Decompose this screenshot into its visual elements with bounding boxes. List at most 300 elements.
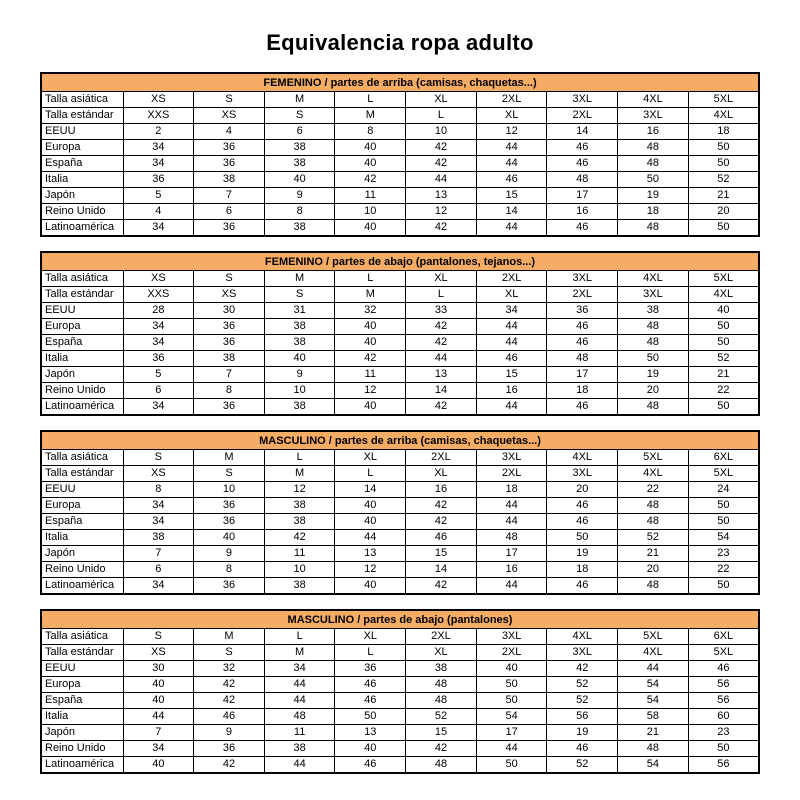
size-value-cell: 38 — [264, 741, 335, 757]
size-value-cell: 58 — [618, 709, 689, 725]
size-value-cell: 46 — [335, 757, 406, 774]
size-value-cell: 50 — [618, 351, 689, 367]
row-label-cell: Japón — [41, 188, 123, 204]
size-value-cell: 15 — [406, 546, 477, 562]
size-value-cell: 46 — [547, 335, 618, 351]
size-value-cell: 34 — [123, 156, 194, 172]
size-value-cell: 38 — [264, 335, 335, 351]
size-value-cell: 42 — [406, 140, 477, 156]
size-value-cell: L — [335, 466, 406, 482]
size-value-cell: 4XL — [688, 287, 759, 303]
size-value-cell: 8 — [335, 124, 406, 140]
table-row — [41, 629, 759, 645]
row-label-cell: Talla estándar — [41, 645, 123, 661]
size-value-cell: 3XL — [476, 629, 547, 645]
size-value-cell: 18 — [476, 482, 547, 498]
size-value-cell: 54 — [618, 677, 689, 693]
size-value-cell: 46 — [547, 140, 618, 156]
row-label-cell: Talla asiática — [41, 450, 123, 466]
size-value-cell: XS — [123, 271, 194, 287]
size-value-cell: S — [194, 271, 265, 287]
size-value-cell: 56 — [547, 709, 618, 725]
table-row — [41, 271, 759, 287]
size-value-cell: 34 — [264, 661, 335, 677]
size-value-cell: 2XL — [547, 108, 618, 124]
size-value-cell: 12 — [335, 383, 406, 399]
size-value-cell: 12 — [335, 562, 406, 578]
size-value-cell: 54 — [688, 530, 759, 546]
size-value-cell: 34 — [123, 140, 194, 156]
size-value-cell: M — [335, 108, 406, 124]
size-value-cell: 38 — [264, 399, 335, 416]
size-value-cell: 5XL — [688, 92, 759, 108]
size-value-cell: 40 — [688, 303, 759, 319]
size-value-cell: 46 — [476, 172, 547, 188]
size-value-cell: 5XL — [688, 271, 759, 287]
size-value-cell: 48 — [618, 399, 689, 416]
size-value-cell: 44 — [476, 498, 547, 514]
size-value-cell: 40 — [335, 140, 406, 156]
size-value-cell: 7 — [123, 546, 194, 562]
size-value-cell: 46 — [547, 498, 618, 514]
size-value-cell: 38 — [264, 220, 335, 237]
size-value-cell: 48 — [264, 709, 335, 725]
size-value-cell: L — [264, 450, 335, 466]
size-value-cell: 46 — [194, 709, 265, 725]
size-value-cell: 40 — [335, 220, 406, 237]
row-label-cell: EEUU — [41, 482, 123, 498]
size-value-cell: XL — [406, 271, 477, 287]
table-row — [41, 661, 759, 677]
row-label-cell: España — [41, 335, 123, 351]
size-value-cell: 2XL — [476, 645, 547, 661]
size-value-cell: 46 — [335, 693, 406, 709]
table-caption: FEMENINO / partes de arriba (camisas, chaquetas...) — [41, 73, 759, 92]
size-value-cell: M — [264, 92, 335, 108]
row-label-cell: Talla asiática — [41, 92, 123, 108]
size-value-cell: 42 — [264, 530, 335, 546]
row-label-cell: Latinoamérica — [41, 578, 123, 595]
size-value-cell: 20 — [547, 482, 618, 498]
size-value-cell: 46 — [547, 741, 618, 757]
size-value-cell: 16 — [618, 124, 689, 140]
size-value-cell: 34 — [123, 335, 194, 351]
size-value-cell: 16 — [406, 482, 477, 498]
size-value-cell: 12 — [264, 482, 335, 498]
size-value-cell: 10 — [264, 562, 335, 578]
size-value-cell: S — [264, 287, 335, 303]
row-label-cell: Talla asiática — [41, 629, 123, 645]
size-value-cell: 3XL — [618, 108, 689, 124]
table-row — [41, 514, 759, 530]
size-value-cell: 60 — [688, 709, 759, 725]
size-value-cell: 44 — [406, 351, 477, 367]
row-label-cell: España — [41, 693, 123, 709]
size-value-cell: XS — [123, 466, 194, 482]
size-value-cell: 36 — [194, 498, 265, 514]
size-value-cell: 48 — [406, 757, 477, 774]
size-value-cell: 50 — [476, 693, 547, 709]
table-caption-row — [41, 610, 759, 629]
row-label-cell: EEUU — [41, 661, 123, 677]
size-value-cell: 19 — [618, 188, 689, 204]
size-value-cell: S — [194, 645, 265, 661]
size-value-cell: 44 — [476, 140, 547, 156]
size-value-cell: 40 — [335, 399, 406, 416]
size-value-cell: 20 — [688, 204, 759, 220]
size-value-cell: 44 — [264, 677, 335, 693]
size-value-cell: 11 — [335, 367, 406, 383]
size-value-cell: 6XL — [688, 629, 759, 645]
size-value-cell: 38 — [618, 303, 689, 319]
size-value-cell: 46 — [335, 677, 406, 693]
size-value-cell: 54 — [476, 709, 547, 725]
row-label-cell: Reino Unido — [41, 383, 123, 399]
size-value-cell: 36 — [547, 303, 618, 319]
size-value-cell: 48 — [406, 677, 477, 693]
size-value-cell: 13 — [406, 367, 477, 383]
size-value-cell: 21 — [688, 367, 759, 383]
size-value-cell: 52 — [688, 351, 759, 367]
table-row — [41, 725, 759, 741]
size-value-cell: 20 — [618, 383, 689, 399]
size-value-cell: 36 — [194, 399, 265, 416]
size-value-cell: 46 — [476, 351, 547, 367]
size-value-cell: 11 — [264, 546, 335, 562]
size-value-cell: 36 — [335, 661, 406, 677]
row-label-cell: España — [41, 156, 123, 172]
size-value-cell: 2XL — [476, 92, 547, 108]
size-value-cell: 9 — [264, 367, 335, 383]
size-value-cell: 10 — [264, 383, 335, 399]
page-title: Equivalencia ropa adulto — [266, 30, 534, 55]
table-row — [41, 124, 759, 140]
size-value-cell: 44 — [476, 578, 547, 595]
size-value-cell: 44 — [476, 335, 547, 351]
size-value-cell: 3XL — [618, 287, 689, 303]
row-label-cell: Reino Unido — [41, 741, 123, 757]
size-value-cell: 13 — [335, 725, 406, 741]
size-value-cell: 20 — [618, 562, 689, 578]
size-value-cell: 7 — [194, 188, 265, 204]
size-value-cell: 42 — [194, 693, 265, 709]
size-value-cell: 48 — [618, 335, 689, 351]
size-value-cell: 48 — [618, 140, 689, 156]
size-value-cell: 44 — [618, 661, 689, 677]
size-value-cell: 4XL — [618, 92, 689, 108]
size-value-cell: XL — [406, 466, 477, 482]
size-value-cell: 42 — [406, 578, 477, 595]
size-value-cell: M — [264, 466, 335, 482]
size-value-cell: 40 — [123, 677, 194, 693]
size-value-cell: 50 — [688, 498, 759, 514]
table-caption: MASCULINO / partes de abajo (pantalones) — [41, 610, 759, 629]
row-label-cell: Japón — [41, 367, 123, 383]
size-value-cell: 42 — [406, 335, 477, 351]
row-label-cell: EEUU — [41, 303, 123, 319]
size-value-cell: 50 — [476, 757, 547, 774]
size-value-cell: 50 — [688, 220, 759, 237]
size-value-cell: 14 — [547, 124, 618, 140]
size-value-cell: 40 — [335, 578, 406, 595]
size-value-cell: 36 — [123, 172, 194, 188]
size-value-cell: 50 — [688, 319, 759, 335]
size-value-cell: 3XL — [547, 645, 618, 661]
size-value-cell: 50 — [688, 140, 759, 156]
size-value-cell: 9 — [264, 188, 335, 204]
row-label-cell: Europa — [41, 319, 123, 335]
size-value-cell: 15 — [476, 188, 547, 204]
size-value-cell: 50 — [335, 709, 406, 725]
size-value-cell: 32 — [194, 661, 265, 677]
row-label-cell: Italia — [41, 530, 123, 546]
size-value-cell: XL — [335, 629, 406, 645]
size-value-cell: 19 — [547, 725, 618, 741]
size-value-cell: L — [264, 629, 335, 645]
size-value-cell: 36 — [194, 220, 265, 237]
table-row — [41, 303, 759, 319]
size-value-cell: 48 — [618, 498, 689, 514]
size-value-cell: 4XL — [618, 645, 689, 661]
table-caption-row — [41, 431, 759, 450]
row-label-cell: Reino Unido — [41, 204, 123, 220]
size-value-cell: 12 — [476, 124, 547, 140]
size-value-cell: 4XL — [618, 466, 689, 482]
size-value-cell: 9 — [194, 546, 265, 562]
size-value-cell: 40 — [194, 530, 265, 546]
size-value-cell: 17 — [476, 546, 547, 562]
size-value-cell: 42 — [406, 319, 477, 335]
table-row — [41, 562, 759, 578]
size-value-cell: 44 — [476, 514, 547, 530]
size-value-cell: 14 — [335, 482, 406, 498]
size-value-cell: 34 — [476, 303, 547, 319]
size-value-cell: 46 — [688, 661, 759, 677]
row-label-cell: Talla asiática — [41, 271, 123, 287]
size-value-cell: 31 — [264, 303, 335, 319]
table-row — [41, 709, 759, 725]
size-value-cell: 17 — [547, 188, 618, 204]
size-value-cell: XL — [406, 92, 477, 108]
size-value-cell: 40 — [335, 498, 406, 514]
table-caption: FEMENINO / partes de abajo (pantalones, tejanos...) — [41, 252, 759, 271]
size-value-cell: 44 — [476, 220, 547, 237]
size-table-4 — [40, 609, 760, 774]
size-value-cell: 11 — [264, 725, 335, 741]
table-row — [41, 530, 759, 546]
table-row — [41, 466, 759, 482]
size-value-cell: M — [264, 645, 335, 661]
size-value-cell: 18 — [547, 562, 618, 578]
size-value-cell: 36 — [194, 741, 265, 757]
size-value-cell: 50 — [688, 514, 759, 530]
size-value-cell: 2XL — [406, 629, 477, 645]
size-value-cell: XL — [476, 108, 547, 124]
size-value-cell: 38 — [264, 319, 335, 335]
size-value-cell: 52 — [547, 677, 618, 693]
size-value-cell: XL — [476, 287, 547, 303]
size-value-cell: 54 — [618, 693, 689, 709]
size-value-cell: 50 — [688, 335, 759, 351]
size-value-cell: 6 — [194, 204, 265, 220]
row-label-cell: Europa — [41, 498, 123, 514]
size-value-cell: 50 — [476, 677, 547, 693]
size-value-cell: 10 — [406, 124, 477, 140]
size-value-cell: XS — [123, 645, 194, 661]
row-label-cell: Latinoamérica — [41, 220, 123, 237]
size-value-cell: 40 — [264, 172, 335, 188]
size-value-cell: 3XL — [547, 466, 618, 482]
size-value-cell: 52 — [547, 693, 618, 709]
size-value-cell: 48 — [618, 156, 689, 172]
size-value-cell: 40 — [335, 335, 406, 351]
size-table-2 — [40, 251, 760, 416]
size-value-cell: 28 — [123, 303, 194, 319]
size-value-cell: 34 — [123, 514, 194, 530]
table-row — [41, 482, 759, 498]
size-value-cell: 32 — [335, 303, 406, 319]
size-value-cell: 10 — [194, 482, 265, 498]
size-value-cell: 2XL — [476, 271, 547, 287]
size-value-cell: 5XL — [618, 629, 689, 645]
size-value-cell: 15 — [476, 367, 547, 383]
size-value-cell: 44 — [476, 156, 547, 172]
size-value-cell: 19 — [618, 367, 689, 383]
size-value-cell: 48 — [476, 530, 547, 546]
size-value-cell: 38 — [264, 498, 335, 514]
table-row — [41, 108, 759, 124]
size-value-cell: 46 — [547, 514, 618, 530]
row-label-cell: Talla estándar — [41, 287, 123, 303]
size-value-cell: 36 — [194, 319, 265, 335]
size-value-cell: 34 — [123, 741, 194, 757]
row-label-cell: Italia — [41, 709, 123, 725]
size-value-cell: M — [335, 287, 406, 303]
size-value-cell: 50 — [618, 172, 689, 188]
size-value-cell: 10 — [335, 204, 406, 220]
size-value-cell: 46 — [547, 156, 618, 172]
size-value-cell: 14 — [406, 562, 477, 578]
size-value-cell: S — [123, 629, 194, 645]
size-value-cell: 14 — [476, 204, 547, 220]
size-value-cell: S — [264, 108, 335, 124]
row-label-cell: Europa — [41, 140, 123, 156]
size-value-cell: 56 — [688, 677, 759, 693]
size-value-cell: 44 — [476, 741, 547, 757]
row-label-cell: Reino Unido — [41, 562, 123, 578]
size-value-cell: 4XL — [547, 629, 618, 645]
size-value-cell: 42 — [406, 514, 477, 530]
table-row — [41, 693, 759, 709]
table-row — [41, 399, 759, 416]
size-value-cell: 15 — [406, 725, 477, 741]
size-value-cell: 22 — [688, 562, 759, 578]
table-row — [41, 450, 759, 466]
size-value-cell: 2XL — [476, 466, 547, 482]
size-value-cell: 50 — [688, 156, 759, 172]
size-value-cell: 36 — [194, 156, 265, 172]
tables-container — [0, 72, 800, 774]
size-value-cell: 19 — [547, 546, 618, 562]
size-value-cell: 4XL — [547, 450, 618, 466]
size-value-cell: 13 — [335, 546, 406, 562]
size-value-cell: 42 — [406, 399, 477, 416]
size-value-cell: 36 — [194, 140, 265, 156]
size-value-cell: 42 — [194, 757, 265, 774]
size-value-cell: 9 — [194, 725, 265, 741]
table-row — [41, 741, 759, 757]
size-value-cell: 38 — [194, 172, 265, 188]
size-value-cell: 50 — [688, 578, 759, 595]
size-value-cell: 38 — [264, 578, 335, 595]
size-value-cell: M — [194, 450, 265, 466]
size-value-cell: 40 — [335, 156, 406, 172]
size-value-cell: 40 — [335, 514, 406, 530]
size-value-cell: 36 — [194, 335, 265, 351]
size-value-cell: 8 — [194, 383, 265, 399]
size-value-cell: 50 — [688, 741, 759, 757]
size-value-cell: 11 — [335, 188, 406, 204]
size-value-cell: 5 — [123, 367, 194, 383]
size-value-cell: 2 — [123, 124, 194, 140]
size-value-cell: 50 — [547, 530, 618, 546]
size-value-cell: 18 — [547, 383, 618, 399]
size-value-cell: XS — [194, 108, 265, 124]
size-value-cell: 40 — [335, 741, 406, 757]
table-row — [41, 319, 759, 335]
size-value-cell: 42 — [335, 172, 406, 188]
size-value-cell: M — [264, 271, 335, 287]
size-value-cell: XXS — [123, 287, 194, 303]
size-value-cell: 16 — [476, 383, 547, 399]
size-value-cell: 42 — [335, 351, 406, 367]
table-row — [41, 287, 759, 303]
size-value-cell: 44 — [335, 530, 406, 546]
table-row — [41, 757, 759, 774]
size-value-cell: 48 — [618, 514, 689, 530]
row-label-cell: Japón — [41, 546, 123, 562]
size-value-cell: XXS — [123, 108, 194, 124]
size-value-cell: XS — [194, 287, 265, 303]
size-value-cell: 4 — [123, 204, 194, 220]
row-label-cell: Japón — [41, 725, 123, 741]
size-value-cell: 44 — [264, 693, 335, 709]
size-value-cell: L — [335, 645, 406, 661]
size-value-cell: 52 — [547, 757, 618, 774]
size-value-cell: 50 — [688, 399, 759, 416]
size-value-cell: 16 — [476, 562, 547, 578]
size-value-cell: 7 — [194, 367, 265, 383]
size-value-cell: 18 — [618, 204, 689, 220]
size-value-cell: 42 — [406, 741, 477, 757]
row-label-cell: Latinoamérica — [41, 757, 123, 774]
size-value-cell: 46 — [547, 578, 618, 595]
size-value-cell: L — [335, 92, 406, 108]
row-label-cell: Latinoamérica — [41, 399, 123, 416]
size-value-cell: 42 — [406, 220, 477, 237]
table-row — [41, 677, 759, 693]
size-value-cell: 38 — [406, 661, 477, 677]
size-value-cell: 22 — [688, 383, 759, 399]
size-value-cell: M — [194, 629, 265, 645]
size-value-cell: 16 — [547, 204, 618, 220]
size-value-cell: 8 — [194, 562, 265, 578]
size-value-cell: 52 — [688, 172, 759, 188]
size-value-cell: 52 — [406, 709, 477, 725]
size-value-cell: 38 — [264, 140, 335, 156]
size-value-cell: 24 — [688, 482, 759, 498]
size-value-cell: 8 — [264, 204, 335, 220]
